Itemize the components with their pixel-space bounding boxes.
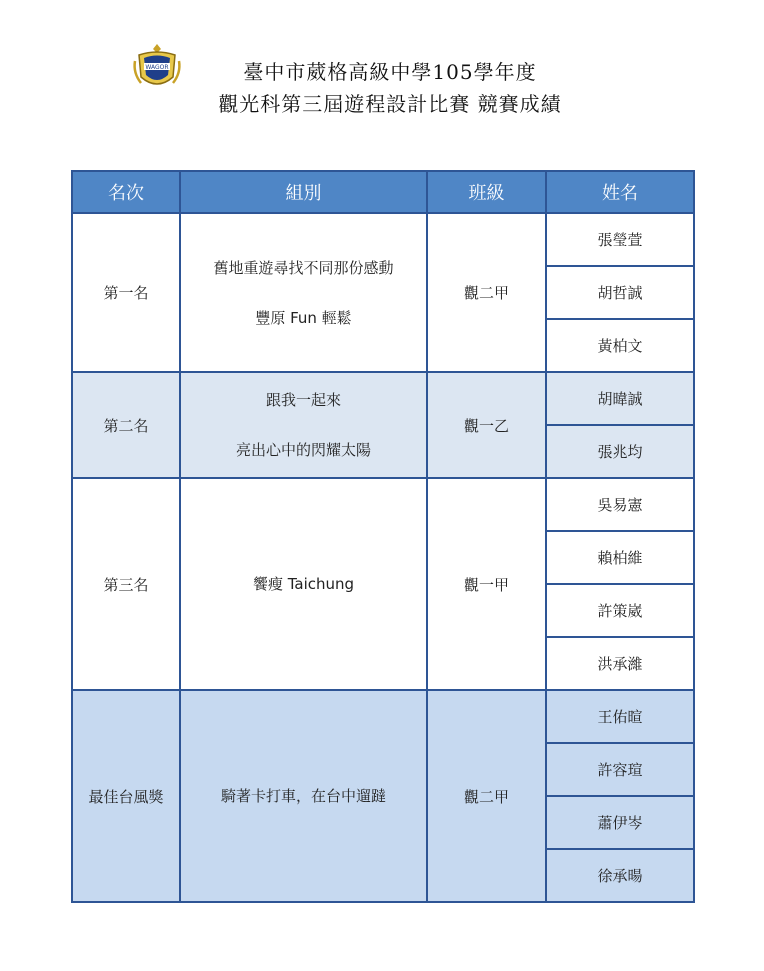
- column-header-rank: 名次: [72, 171, 180, 213]
- table-header-row: [72, 171, 694, 213]
- student-name-cell: 賴柏維: [546, 531, 694, 584]
- student-name-cell: 吳易憲: [546, 478, 694, 531]
- student-name-cell: 張兆均: [546, 425, 694, 478]
- rank-cell: 第一名: [72, 213, 180, 372]
- student-name-cell: 王佑暄: [546, 690, 694, 743]
- student-name-cell: 許容瑄: [546, 743, 694, 796]
- column-header-class: 班級: [427, 171, 546, 213]
- student-name-cell: 胡哲誠: [546, 266, 694, 319]
- svg-text:WAGOR: WAGOR: [145, 64, 169, 71]
- class-cell: 觀一甲: [427, 478, 546, 690]
- team-name: 跟我一起來: [265, 391, 341, 409]
- table-row: [72, 478, 694, 531]
- team-cell: [180, 690, 427, 902]
- column-header-team: 組別: [180, 171, 427, 213]
- document-header: [0, 0, 764, 140]
- team-name: 騎著卡打車，在台中遛躂: [220, 787, 386, 805]
- class-cell: 觀二甲: [427, 213, 546, 372]
- class-cell: 觀一乙: [427, 372, 546, 478]
- team-cell: [180, 478, 427, 690]
- rank-cell: 第二名: [72, 372, 180, 478]
- student-name-cell: 徐承暘: [546, 849, 694, 902]
- table-row: [72, 372, 694, 425]
- table-row: [72, 690, 694, 743]
- student-name-cell: 張瑩萱: [546, 213, 694, 266]
- rank-cell: 第三名: [72, 478, 180, 690]
- team-cell: [180, 213, 427, 372]
- team-name: 豐原 Fun 輕鬆: [255, 308, 352, 327]
- student-name-cell: 蕭伊岑: [546, 796, 694, 849]
- team-name: 饗瘦 Taichung: [252, 575, 355, 593]
- results-table: [71, 170, 695, 903]
- rank-cell: 最佳台風獎: [72, 690, 180, 902]
- student-name-cell: 洪承濰: [546, 637, 694, 690]
- student-name-cell: 許策崴: [546, 584, 694, 637]
- team-cell: [180, 372, 427, 478]
- class-cell: 觀二甲: [427, 690, 546, 902]
- student-name-cell: 黃柏文: [546, 319, 694, 372]
- table-row: [72, 213, 694, 266]
- document-title: 臺中市葳格高級中學105學年度: [243, 60, 537, 84]
- document-subtitle: 觀光科第三屆遊程設計比賽 競賽成績: [218, 92, 562, 116]
- column-header-name: 姓名: [546, 171, 694, 213]
- student-name-cell: 胡暐誠: [546, 372, 694, 425]
- team-name: 舊地重遊尋找不同那份感動: [213, 258, 394, 277]
- team-name: 亮出心中的閃耀太陽: [235, 441, 371, 459]
